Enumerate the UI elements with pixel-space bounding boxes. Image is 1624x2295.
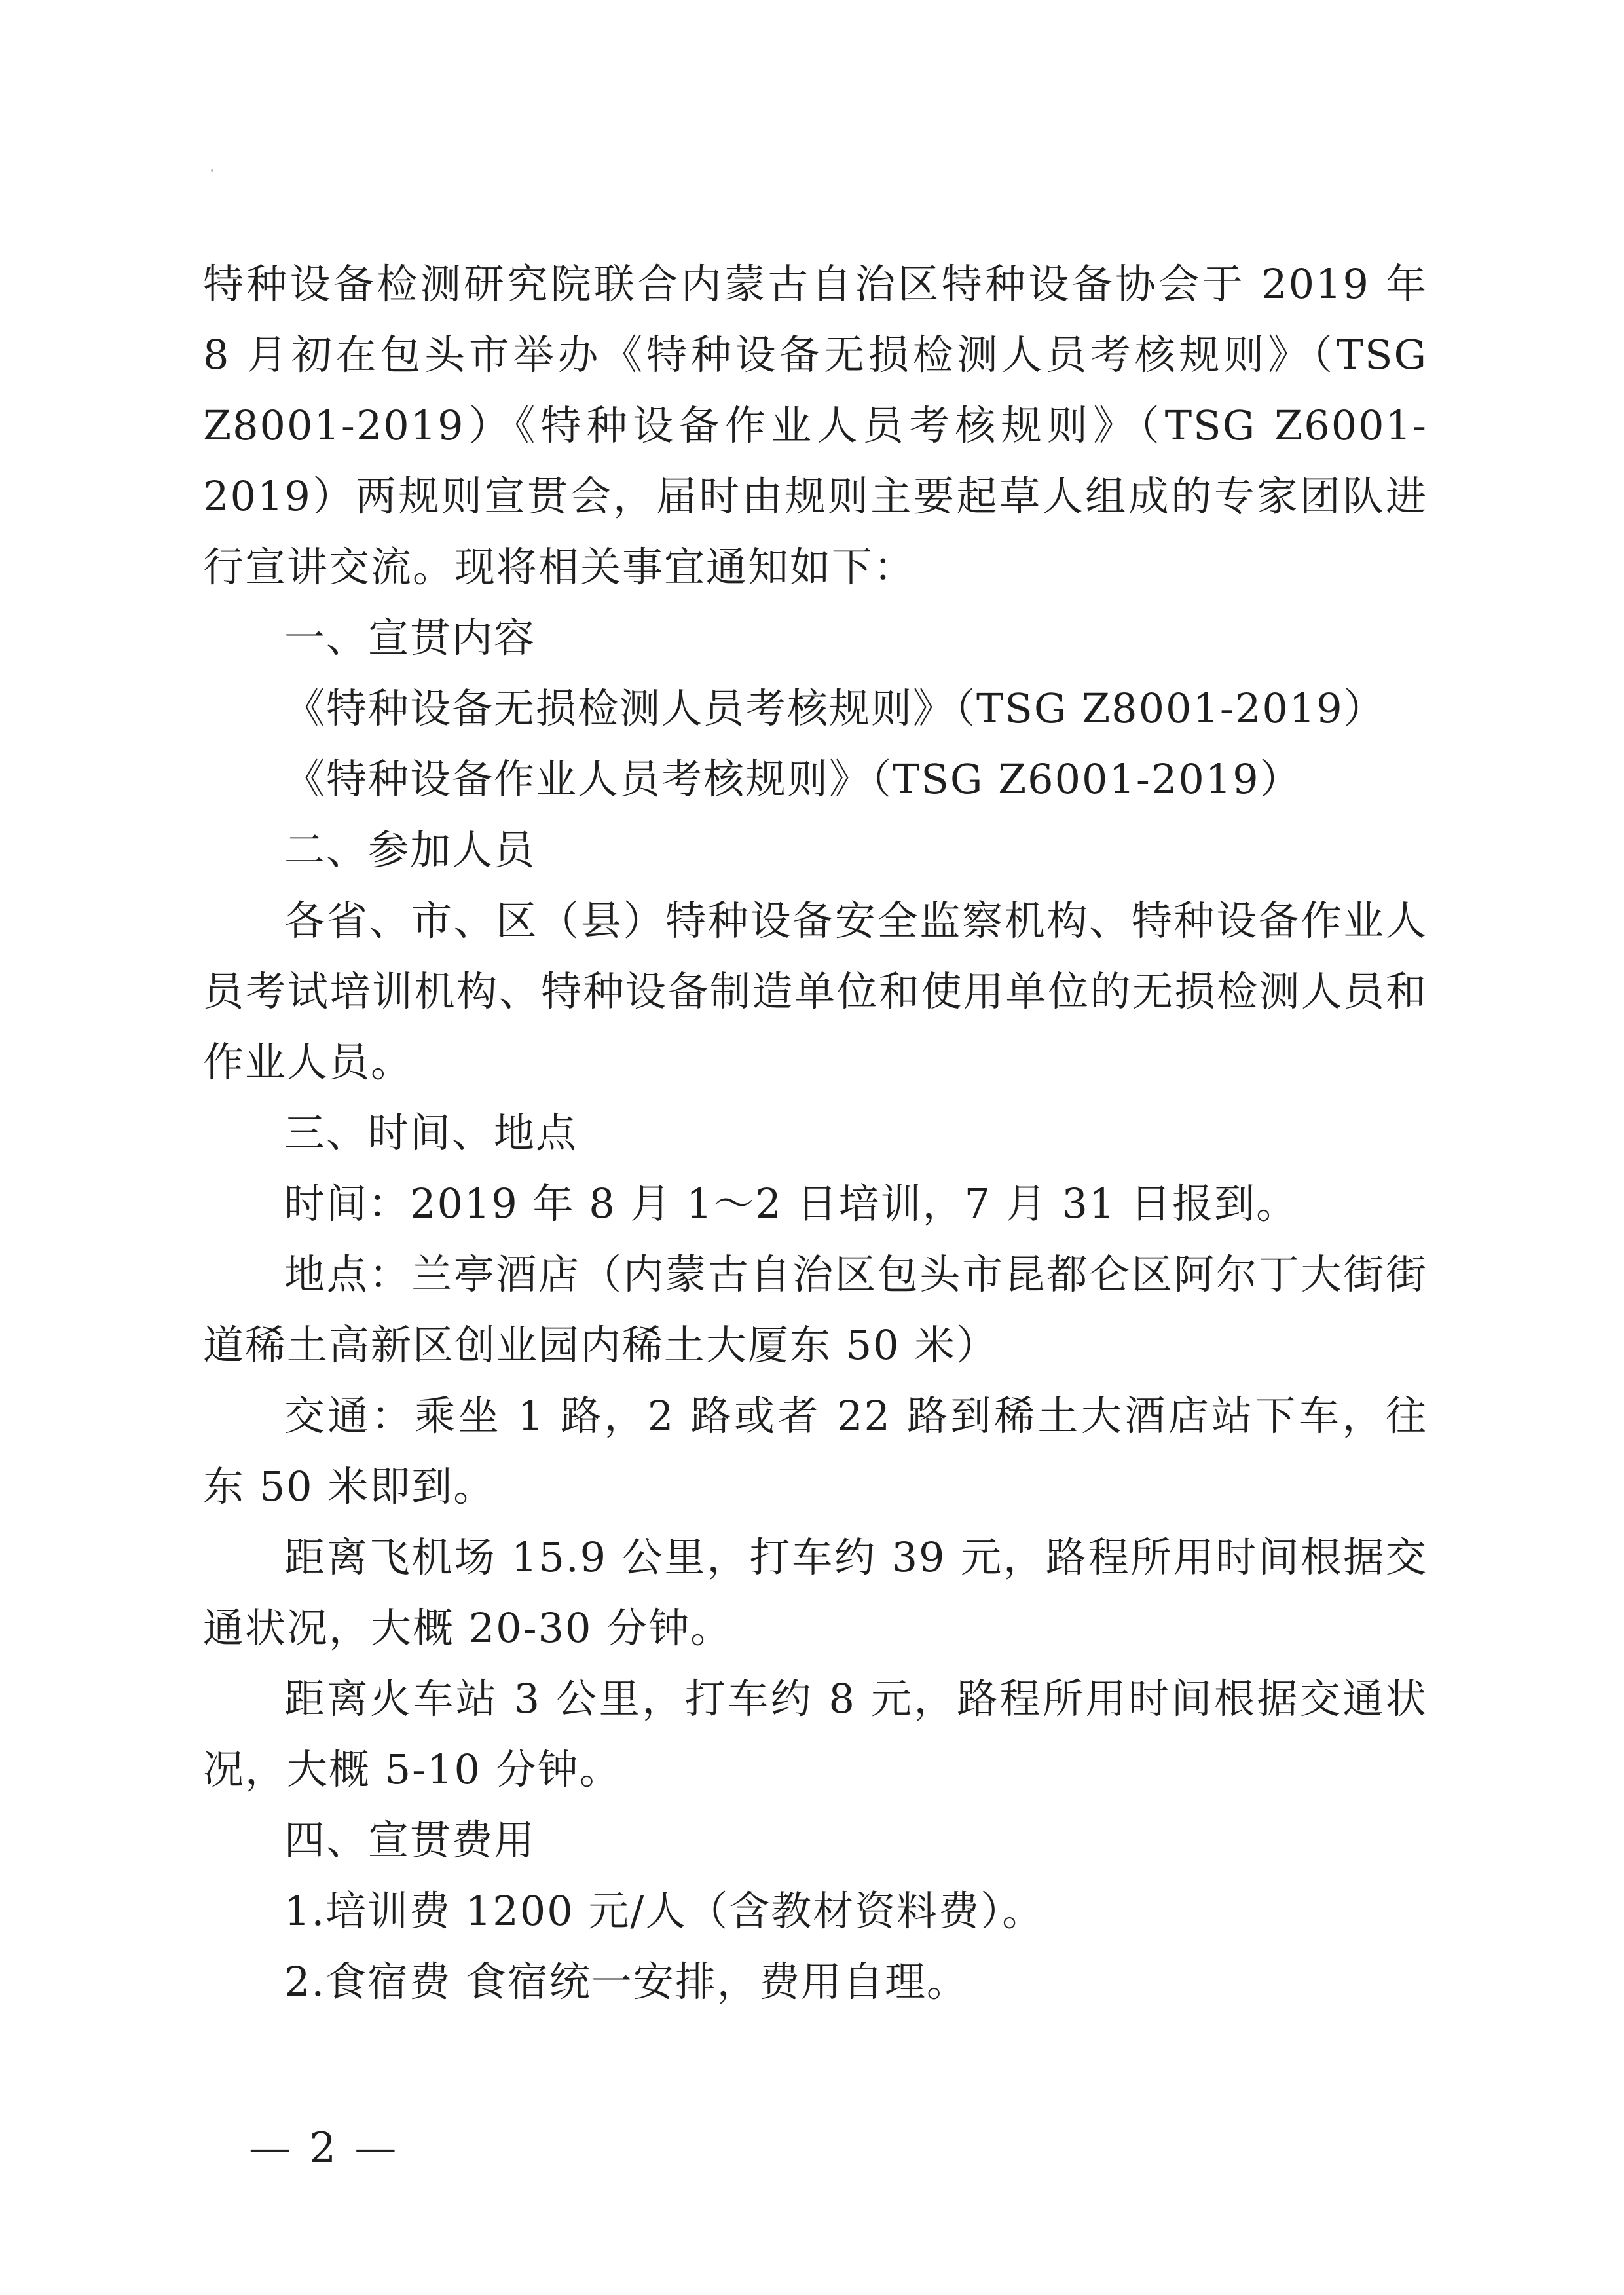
airport-distance-paragraph: 距离飞机场 15.9 公里，打车约 39 元，路程所用时间根据交通状况，大概 20-30 分钟。 <box>203 1533 1428 1652</box>
content-item-operator-rules: 《特种设备作业人员考核规则》（TSG Z6001-2019） <box>284 755 1302 803</box>
time-paragraph: 时间：2019 年 8 月 1～2 日培训，7 月 31 日报到。 <box>284 1180 1299 1227</box>
transport-paragraph: 交通：乘坐 1 路，2 路或者 22 路到稀土大酒店站下车，往东 50 米即到。 <box>203 1392 1428 1510</box>
content-item-ndt-rules: 《特种设备无损检测人员考核规则》（TSG Z8001-2019） <box>284 684 1386 732</box>
page-number: — 2 — <box>249 2124 399 2173</box>
scan-speck <box>211 169 213 172</box>
document-body <box>203 249 1428 2017</box>
section-heading-participants: 二、参加人员 <box>284 826 536 874</box>
section-heading-content: 一、宣贯内容 <box>284 614 536 662</box>
station-distance-paragraph: 距离火车站 3 公里，打车约 8 元，路程所用时间根据交通状况，大概 5-10 分钟。 <box>203 1675 1428 1793</box>
accommodation-fee-item: 2.食宿费 食宿统一安排，费用自理。 <box>284 1958 969 2006</box>
intro-paragraph: 特种设备检测研究院联合内蒙古自治区特种设备协会于 2019 年 8 月初在包头市举办《特种设备无损检测人员考核规则》（TSG Z8001-2019）《特种设备作业人员考核规则》（TSG Z6001-2019）两规则宣贯会，届时由规则主要起草人组成的专家团队进行宣讲交流。现将相关事宜通知如下： <box>203 260 1428 591</box>
location-paragraph: 地点：兰亭酒店（内蒙古自治区包头市昆都仑区阿尔丁大街街道稀土高新区创业园内稀土大厦东 50 米） <box>203 1250 1428 1369</box>
participants-paragraph: 各省、市、区（县）特种设备安全监察机构、特种设备作业人员考试培训机构、特种设备制造单位和使用单位的无损检测人员和作业人员。 <box>203 897 1428 1086</box>
training-fee-item: 1.培训费 1200 元/人（含教材资料费）。 <box>284 1887 1044 1935</box>
section-heading-time-place: 三、时间、地点 <box>284 1109 578 1157</box>
section-heading-fees: 四、宣贯费用 <box>284 1816 536 1864</box>
